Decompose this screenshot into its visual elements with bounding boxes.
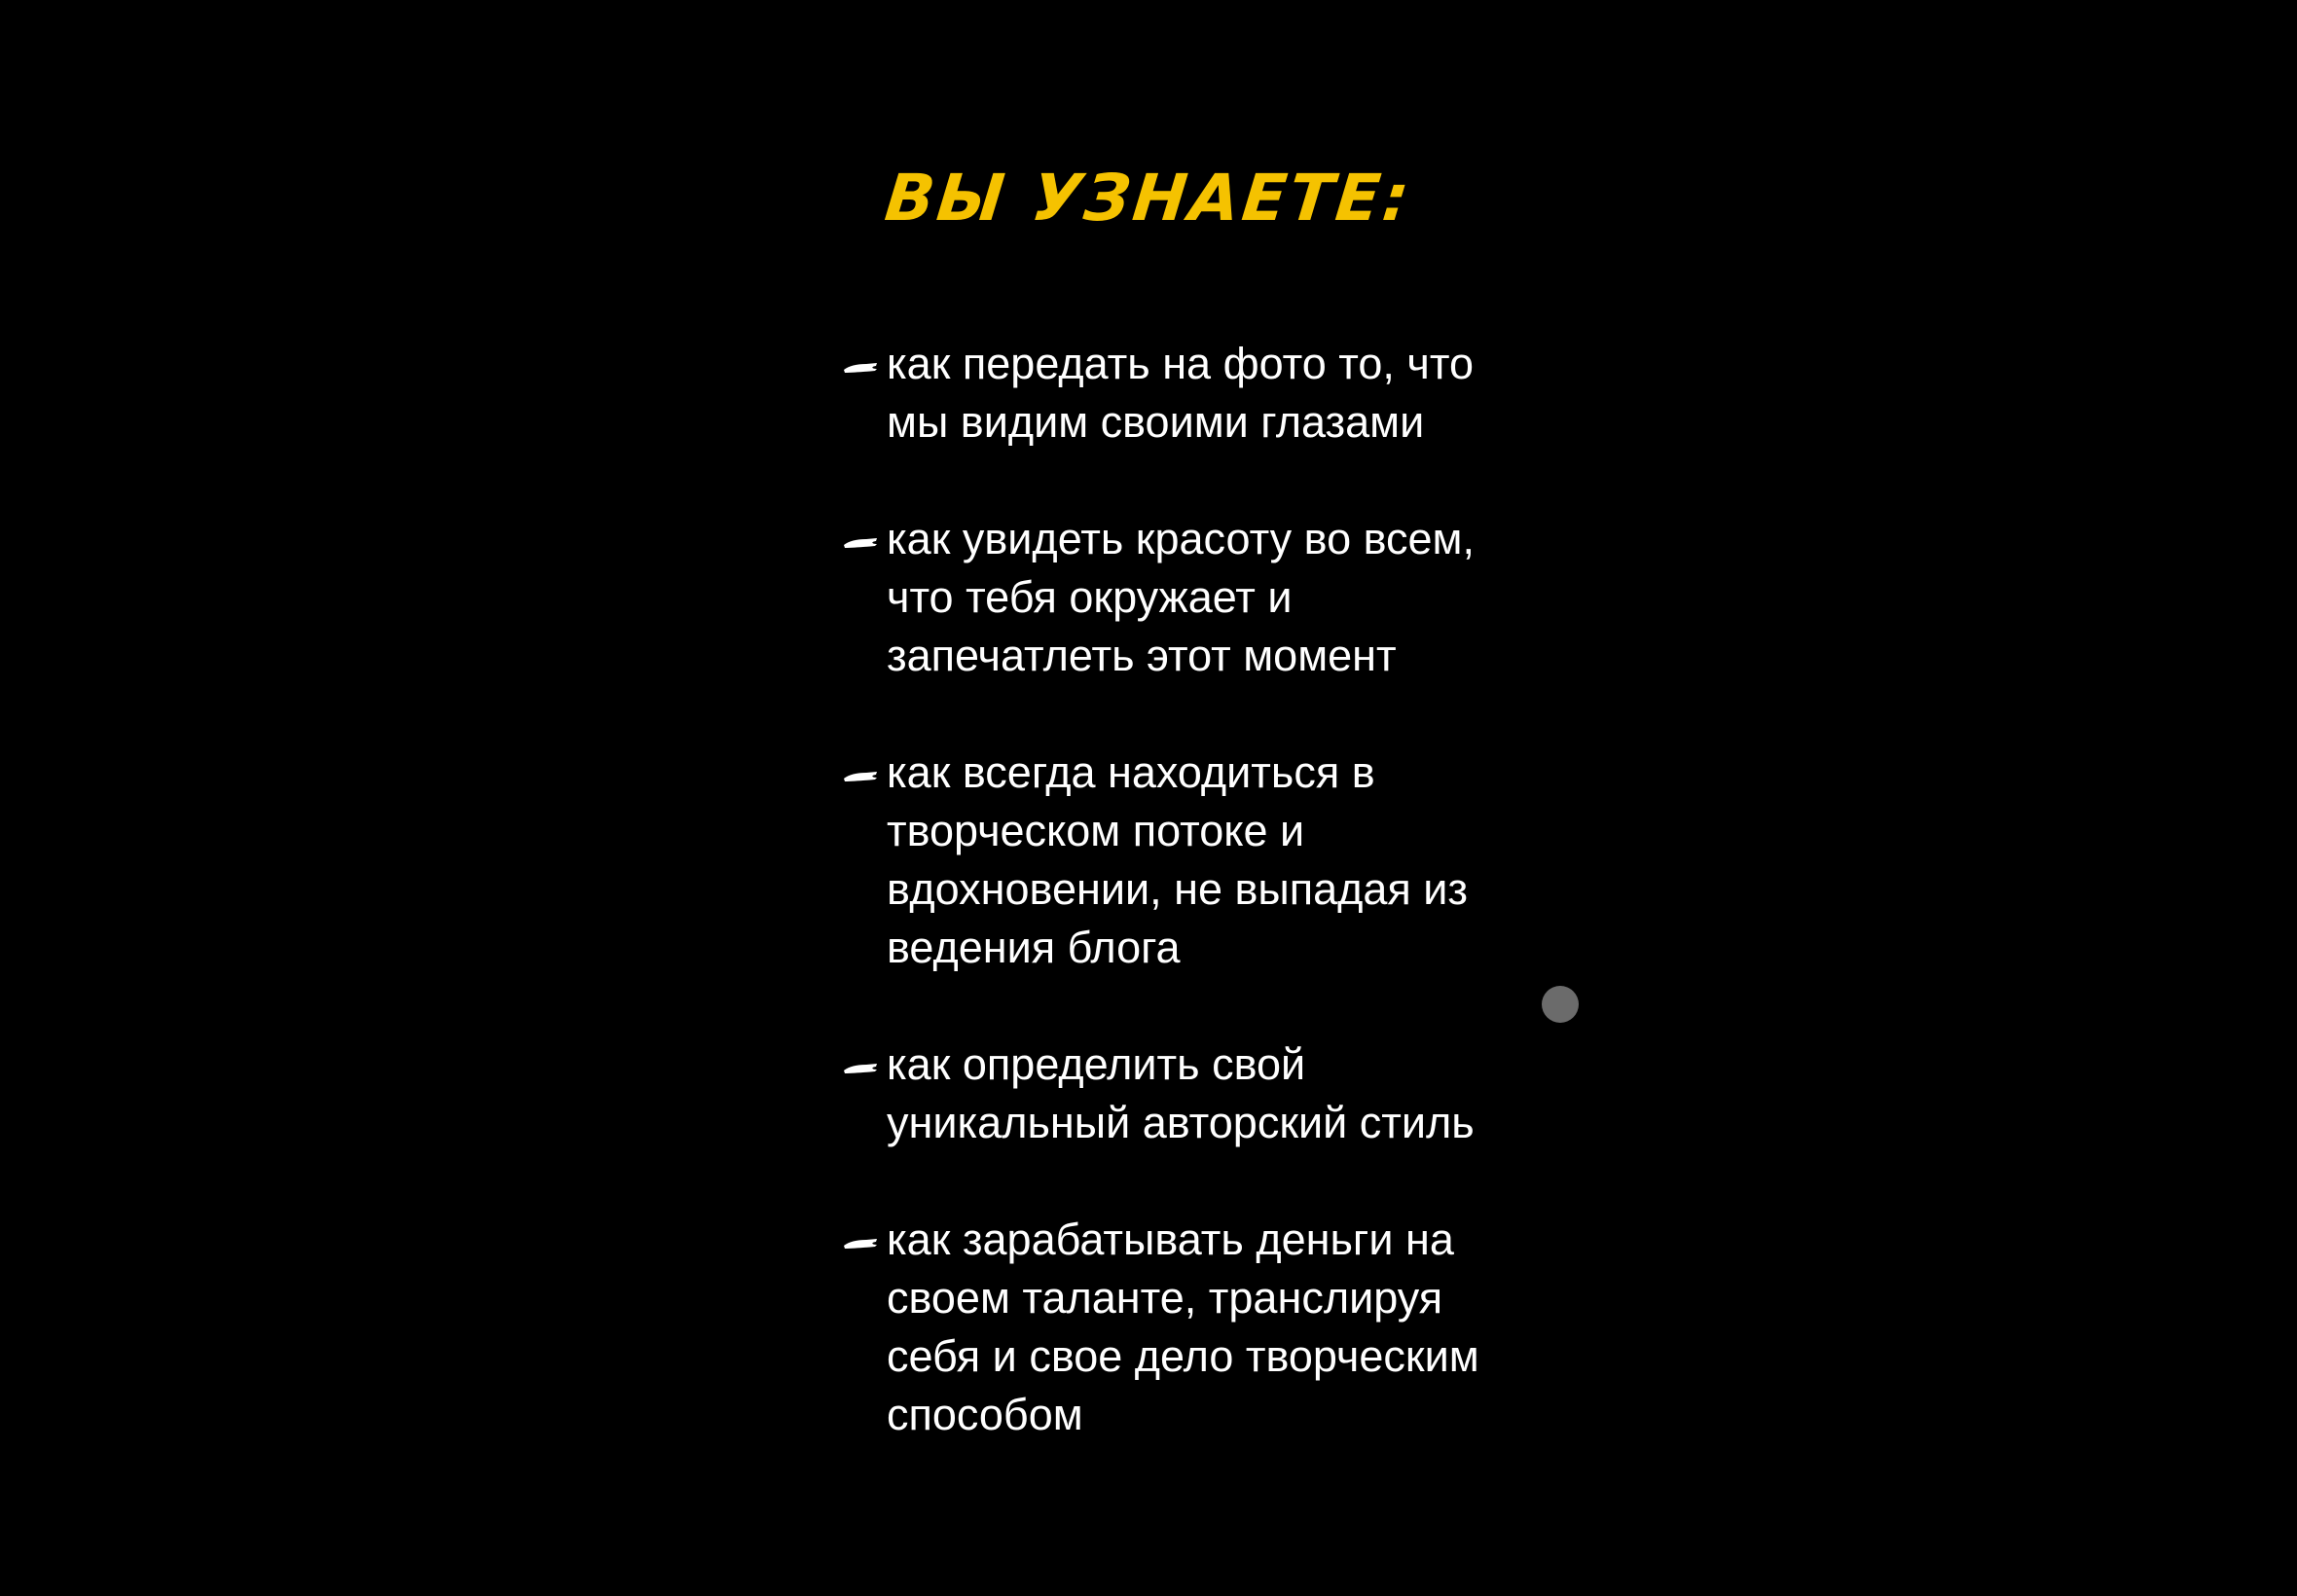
list-item-text: как увидеть красоту во всем, что тебя окружает и запечатлеть этот момент <box>887 514 1475 680</box>
brush-stroke-icon <box>843 361 878 375</box>
brush-stroke-icon <box>843 770 878 783</box>
list-item-text: как передать на фото то, что мы видим своими глазами <box>887 339 1474 447</box>
benefits-list <box>843 335 1524 1503</box>
list-item-text: как определить свой уникальный авторский стиль <box>887 1039 1475 1147</box>
list-item <box>843 510 1524 685</box>
page-title-text: ВЫ УЗНАЕТЕ: <box>881 161 1416 236</box>
cursor-dot <box>1542 986 1579 1023</box>
list-item-text: как всегда находиться в творческом потоке и вдохновении, не выпадая из ведения блога <box>887 747 1469 972</box>
list-item-text: как зарабатывать деньги на своем таланте, транслируя себя и свое дело творческим способом <box>887 1215 1479 1439</box>
list-item <box>843 1035 1524 1152</box>
brush-stroke-icon <box>843 536 878 550</box>
brush-stroke-icon <box>843 1237 878 1251</box>
page-title <box>0 161 2297 236</box>
brush-stroke-icon <box>843 1062 878 1075</box>
list-item <box>843 744 1524 977</box>
list-item <box>843 1211 1524 1444</box>
list-item <box>843 335 1524 452</box>
